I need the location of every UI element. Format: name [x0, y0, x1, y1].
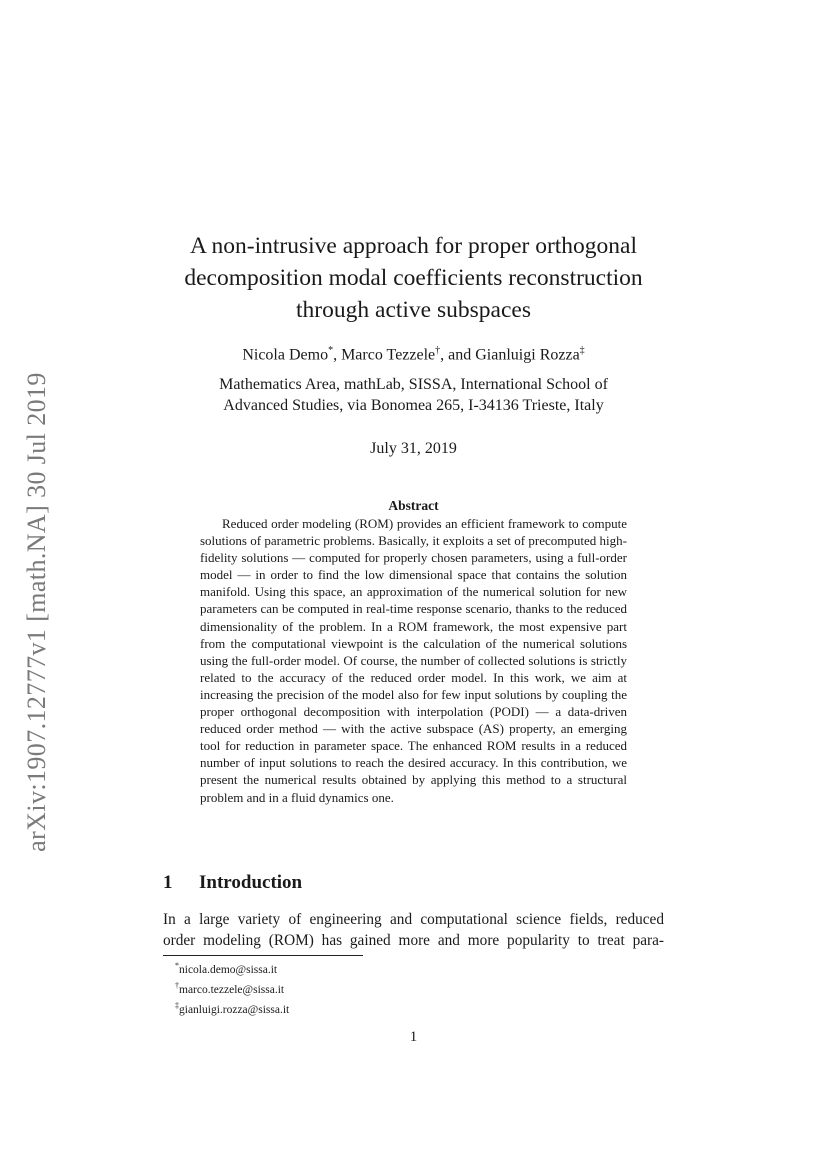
page-number: 1 — [409, 1029, 418, 1045]
author-footnote-mark: * — [328, 345, 334, 356]
author-separator: , — [333, 346, 342, 364]
section-heading — [163, 872, 302, 894]
footnotes — [175, 958, 289, 1017]
footnote — [175, 978, 289, 998]
footnote-mark: * — [175, 961, 179, 970]
author-name: Gianluigi Rozza — [475, 346, 580, 364]
title-line: A non-intrusive approach for proper orthogonal — [189, 233, 638, 259]
introduction-paragraph — [163, 910, 664, 951]
author-footnote-mark: ‡ — [579, 345, 585, 356]
abstract-heading: Abstract — [388, 498, 439, 513]
affiliation-line: Advanced Studies, via Bonomea 265, I-34136 Trieste, Italy — [223, 397, 604, 414]
affiliation — [140, 374, 687, 416]
publication-date: July 31, 2019 — [370, 440, 457, 457]
paper-title — [140, 230, 687, 326]
author-footnote-mark: † — [435, 345, 441, 356]
arxiv-identifier: arXiv:1907.12777v1 [math.NA] 30 Jul 2019 — [22, 372, 51, 852]
title-line: through active subspaces — [296, 297, 531, 323]
footnote — [175, 958, 289, 978]
footnote-email-link[interactable]: gianluigi.rozza@sissa.it — [179, 1003, 290, 1016]
footnote-email-link[interactable]: nicola.demo@sissa.it — [179, 963, 278, 976]
author-list — [140, 340, 687, 366]
author-name: Nicola Demo — [242, 346, 329, 364]
footnote — [175, 998, 289, 1018]
footnote-divider — [163, 955, 363, 956]
section-title: Introduction — [199, 872, 303, 893]
paragraph-line: order modeling (ROM) has gained more and more popularity to treat para- — [163, 931, 664, 949]
title-line: decomposition modal coefficients reconstruction — [184, 265, 643, 291]
footnote-mark: † — [175, 980, 179, 990]
author-separator: , and — [440, 346, 476, 364]
abstract-text: Reduced order modeling (ROM) provides an efficient framework to compute solutions of parametric problems. Basically, it exploits a set of precomputed high-fidelity solutions — computed for properly chosen parameters, using a full-order model — in order to find the low dimensional space that contains the solution manifold. Using this space, an approximation of the numerical solution for new parameters can be computed in real-time response scenario, thanks to the reduced dimensionality of the problem. In a ROM framework, the most expensive part from the computational viewpoint is the calculation of the numerical solutions using the full-order model. Of course, the number of collected solutions is strictly related to the accuracy of the reduced order model. In this work, we aim at increasing the precision of the model also for few input solutions by coupling the proper orthogonal decomposition with interpolation (PODI) — a data-driven reduced order method — with the active subspace (AS) property, an emerging tool for reduction in parameter space. The enhanced ROM results in a reduced number of input solutions to reach the desired accuracy. In this contribution, we present the numerical results obtained by applying this method to a structural problem and in a fluid dynamics one. — [200, 516, 627, 805]
footnote-email-link[interactable]: marco.tezzele@sissa.it — [179, 983, 285, 996]
author-name: Marco Tezzele — [341, 346, 436, 364]
section-number: 1 — [163, 872, 173, 893]
footnote-mark: ‡ — [175, 1000, 179, 1010]
affiliation-line: Mathematics Area, mathLab, SISSA, International School of — [219, 376, 608, 393]
paragraph-line: In a large variety of engineering and computational science fields, reduced — [163, 911, 664, 928]
